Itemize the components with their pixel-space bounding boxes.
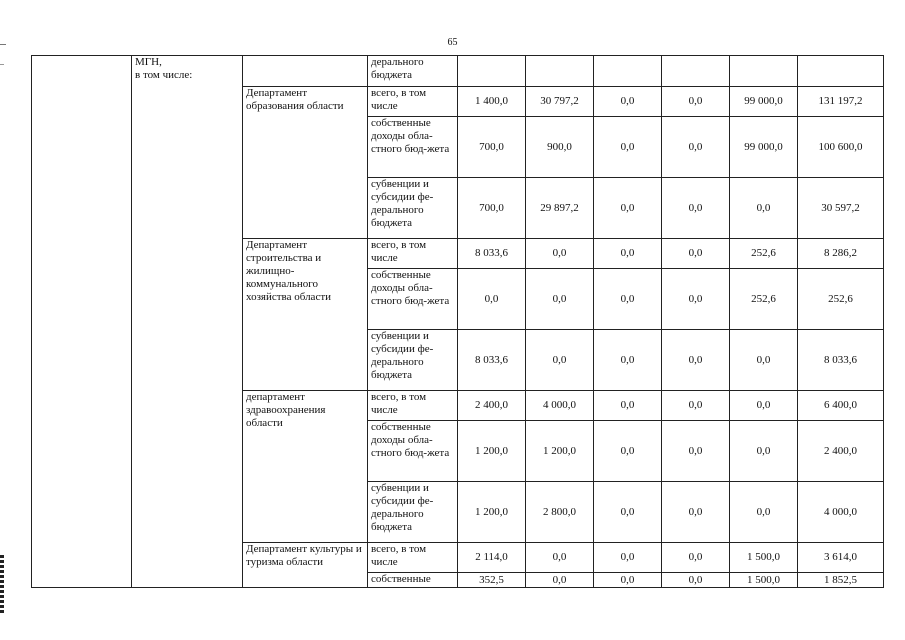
value-cell: 1 200,0 [458, 482, 526, 543]
budget-table [31, 55, 884, 588]
value-cell: 0,0 [594, 269, 662, 330]
value-cell: 0,0 [662, 178, 730, 239]
funding-type-cell: дерального бюджета [368, 56, 458, 87]
value-cell: 6 400,0 [798, 391, 884, 421]
value-cell: 0,0 [730, 421, 798, 482]
funding-type-cell: всего, в том числе [368, 543, 458, 573]
value-cell: 0,0 [526, 269, 594, 330]
value-cell: 252,6 [798, 269, 884, 330]
value-cell: 252,6 [730, 239, 798, 269]
value-cell: 0,0 [662, 543, 730, 573]
value-cell: 2 400,0 [458, 391, 526, 421]
value-cell: 0,0 [662, 269, 730, 330]
value-cell: 0,0 [594, 573, 662, 588]
value-cell [730, 56, 798, 87]
value-cell: 0,0 [662, 87, 730, 117]
value-cell [798, 56, 884, 87]
value-cell: 0,0 [594, 239, 662, 269]
funding-type-cell: субвенции и субсидии фе-дерального бюджета [368, 482, 458, 543]
value-cell: 0,0 [594, 87, 662, 117]
department-cell: департамент здравоохранения области [243, 391, 368, 543]
department-cell: Департамент культуры и туризма области [243, 543, 368, 588]
program-label: МГН, в том числе: [132, 56, 243, 588]
value-cell: 2 400,0 [798, 421, 884, 482]
funding-type-cell: собственные доходы обла-стного бюд-жета [368, 269, 458, 330]
value-cell: 0,0 [594, 482, 662, 543]
value-cell: 0,0 [662, 421, 730, 482]
page-number: 65 [447, 37, 458, 48]
funding-type-cell: субвенции и субсидии фе-дерального бюджета [368, 330, 458, 391]
funding-type-cell: всего, в том числе [368, 391, 458, 421]
value-cell: 30 597,2 [798, 178, 884, 239]
value-cell: 352,5 [458, 573, 526, 588]
value-cell: 0,0 [458, 269, 526, 330]
value-cell: 0,0 [662, 573, 730, 588]
value-cell [594, 56, 662, 87]
value-cell: 0,0 [526, 239, 594, 269]
value-cell: 1 200,0 [526, 421, 594, 482]
value-cell: 29 897,2 [526, 178, 594, 239]
funding-type-cell: субвенции и субсидии фе-дерального бюджета [368, 178, 458, 239]
value-cell: 8 033,6 [798, 330, 884, 391]
value-cell: 252,6 [730, 269, 798, 330]
table-cell [243, 56, 368, 87]
value-cell: 8 286,2 [798, 239, 884, 269]
department-cell: Департамент образования области [243, 87, 368, 239]
scan-edge-mark [0, 555, 4, 615]
value-cell: 2 800,0 [526, 482, 594, 543]
value-cell: 4 000,0 [798, 482, 884, 543]
value-cell: 0,0 [594, 543, 662, 573]
funding-type-cell: собственные доходы обла-стного бюд-жета [368, 421, 458, 482]
value-cell: 0,0 [526, 330, 594, 391]
value-cell: 700,0 [458, 117, 526, 178]
value-cell: 99 000,0 [730, 87, 798, 117]
value-cell [662, 56, 730, 87]
value-cell: 1 852,5 [798, 573, 884, 588]
value-cell: 0,0 [662, 482, 730, 543]
value-cell: 0,0 [662, 239, 730, 269]
value-cell [458, 56, 526, 87]
value-cell: 3 614,0 [798, 543, 884, 573]
margin-mark [0, 44, 6, 45]
funding-type-cell: всего, в том числе [368, 239, 458, 269]
funding-type-cell: всего, в том числе [368, 87, 458, 117]
value-cell: 30 797,2 [526, 87, 594, 117]
value-cell [526, 56, 594, 87]
value-cell: 0,0 [730, 178, 798, 239]
table-row [32, 56, 884, 87]
margin-mark [0, 64, 4, 65]
funding-type-cell: собственные [368, 573, 458, 588]
value-cell: 0,0 [730, 482, 798, 543]
value-cell: 900,0 [526, 117, 594, 178]
value-cell: 1 400,0 [458, 87, 526, 117]
value-cell: 0,0 [526, 543, 594, 573]
value-cell: 1 500,0 [730, 543, 798, 573]
value-cell: 0,0 [594, 117, 662, 178]
department-cell: Департамент строительства и жилищно-коммунального хозяйства области [243, 239, 368, 391]
value-cell: 0,0 [594, 330, 662, 391]
value-cell: 100 600,0 [798, 117, 884, 178]
value-cell: 0,0 [594, 178, 662, 239]
value-cell: 0,0 [730, 391, 798, 421]
funding-type-cell: собственные доходы обла-стного бюд-жета [368, 117, 458, 178]
value-cell: 0,0 [594, 391, 662, 421]
value-cell: 8 033,6 [458, 330, 526, 391]
value-cell: 700,0 [458, 178, 526, 239]
value-cell: 0,0 [662, 330, 730, 391]
value-cell: 0,0 [730, 330, 798, 391]
value-cell: 4 000,0 [526, 391, 594, 421]
value-cell: 99 000,0 [730, 117, 798, 178]
value-cell: 8 033,6 [458, 239, 526, 269]
value-cell: 0,0 [594, 421, 662, 482]
value-cell: 0,0 [662, 117, 730, 178]
value-cell: 0,0 [662, 391, 730, 421]
value-cell: 0,0 [526, 573, 594, 588]
value-cell: 131 197,2 [798, 87, 884, 117]
value-cell: 1 500,0 [730, 573, 798, 588]
value-cell: 1 200,0 [458, 421, 526, 482]
table-cell [32, 56, 132, 588]
value-cell: 2 114,0 [458, 543, 526, 573]
